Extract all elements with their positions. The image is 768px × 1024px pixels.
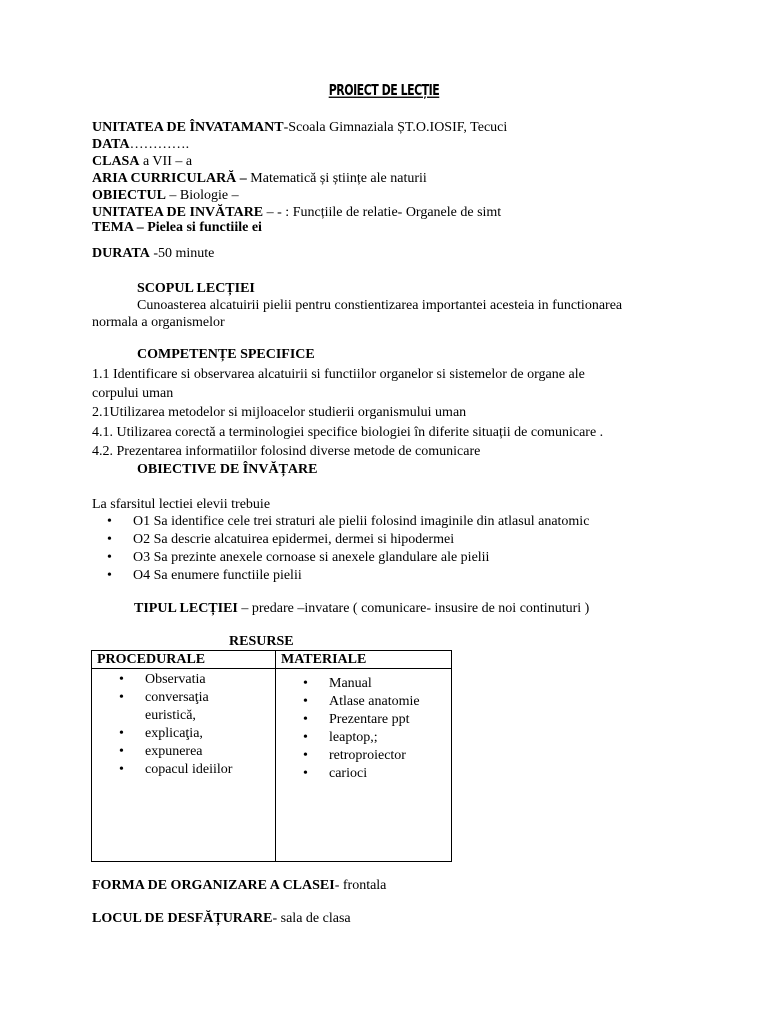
obiective-list bbox=[92, 513, 589, 585]
field-obiectul bbox=[92, 188, 239, 204]
forma-organizare bbox=[92, 878, 386, 894]
scopul-heading: SCOPUL LECȚIEI bbox=[137, 281, 255, 296]
column-header: PROCEDURALE bbox=[92, 651, 276, 669]
scopul-text-line: Cunoasterea alcatuirii pielii pentru constientizarea importantei acesteia in functionarea bbox=[137, 298, 623, 313]
competente-heading: COMPETENȚE SPECIFICE bbox=[137, 347, 315, 362]
field-label: DURATA bbox=[92, 246, 150, 261]
list-item: • O3 Sa prezinte anexele cornoase si anexele glandulare ale pielii bbox=[92, 549, 589, 567]
list-item: • carioci bbox=[276, 765, 451, 783]
field-value: …………. bbox=[129, 137, 190, 152]
list-item: • Prezentare ppt bbox=[276, 711, 451, 729]
competenta-line: 2.1Utilizarea metodelor si mijloacelor studierii organismului uman bbox=[92, 405, 467, 420]
materiale-cell bbox=[276, 669, 452, 862]
field-data bbox=[92, 137, 189, 153]
competenta-line: 4.2. Prezentarea informatiilor folosind diverse metode de comunicare bbox=[92, 444, 481, 459]
field-value: - frontala bbox=[334, 878, 387, 893]
field-value: Matematică și științe ale naturii bbox=[246, 171, 427, 186]
competenta-line: corpului uman bbox=[92, 386, 174, 401]
field-durata bbox=[92, 246, 214, 262]
procedurale-list bbox=[92, 671, 275, 779]
list-item: • Observatia bbox=[92, 671, 275, 689]
field-value: – Biologie – bbox=[165, 188, 239, 203]
field-label: UNITATEA DE INVĂTARE bbox=[92, 205, 264, 220]
field-unitatea-invatare bbox=[92, 205, 501, 221]
list-item: • retroproiector bbox=[276, 747, 451, 765]
field-value: – predare –invatare ( comunicare- insusire de noi continuturi ) bbox=[237, 601, 590, 616]
field-label: TIPUL LECȚIEI bbox=[134, 601, 238, 616]
resurse-heading: RESURSE bbox=[229, 634, 294, 649]
locul-desfasurare bbox=[92, 911, 351, 927]
resurse-table bbox=[91, 650, 452, 862]
field-label: DATA bbox=[92, 137, 130, 152]
field-label: CLASA bbox=[92, 154, 140, 169]
list-item: • explicaţia, bbox=[92, 725, 275, 743]
field-label: TEMA – Pielea si functiile ei bbox=[92, 220, 262, 235]
list-item: • Atlase anatomie bbox=[276, 693, 451, 711]
field-unitatea bbox=[92, 120, 507, 136]
list-item: • Manual bbox=[276, 675, 451, 693]
document-title: PROIECT DE LECȚIE bbox=[328, 81, 440, 100]
procedurale-cell bbox=[92, 669, 276, 862]
field-value: - sala de clasa bbox=[272, 911, 351, 926]
list-item: • conversaţia euristică, bbox=[92, 689, 225, 725]
field-label: LOCUL DE DESFĂȚURARE bbox=[92, 911, 273, 926]
competenta-line: 1.1 Identificare si observarea alcatuirii si functiilor organelor si sistemelor de organe ale bbox=[92, 367, 585, 382]
list-item: • O4 Sa enumere functiile pielii bbox=[92, 567, 589, 585]
field-value: – - : Funcțiile de relatie- Organele de simt bbox=[263, 205, 502, 220]
column-header: MATERIALE bbox=[276, 651, 452, 669]
obiective-heading: OBIECTIVE DE ÎNVĂȚARE bbox=[137, 462, 318, 477]
list-item: • copacul ideiilor bbox=[92, 761, 275, 779]
field-label: OBIECTUL bbox=[92, 188, 166, 203]
field-label: FORMA DE ORGANIZARE A CLASEI bbox=[92, 878, 335, 893]
list-item: • expunerea bbox=[92, 743, 275, 761]
field-value: -Scoala Gimnaziala ȘT.O.IOSIF, Tecuci bbox=[283, 120, 508, 135]
field-label: ARIA CURRICULARĂ – bbox=[92, 171, 247, 186]
scopul-text-line: normala a organismelor bbox=[92, 315, 225, 330]
list-item: • O2 Sa descrie alcatuirea epidermei, dermei si hipodermei bbox=[92, 531, 589, 549]
field-value: a VII – a bbox=[139, 154, 193, 169]
field-tema bbox=[92, 220, 262, 236]
list-item: • O1 Sa identifice cele trei straturi ale pielii folosind imaginile din atlasul anatomic bbox=[92, 513, 589, 531]
tipul-lectiei bbox=[134, 601, 589, 617]
field-clasa bbox=[92, 154, 192, 170]
materiale-list bbox=[276, 675, 451, 783]
obiective-intro: La sfarsitul lectiei elevii trebuie bbox=[92, 497, 271, 512]
field-label: UNITATEA DE ÎNVATAMANT bbox=[92, 120, 284, 135]
competenta-line: 4.1. Utilizarea corectă a terminologiei specifice biologiei în diferite situații de comunicare . bbox=[92, 425, 604, 440]
list-item: • leaptop,; bbox=[276, 729, 451, 747]
field-aria bbox=[92, 171, 427, 187]
field-value: -50 minute bbox=[149, 246, 215, 261]
